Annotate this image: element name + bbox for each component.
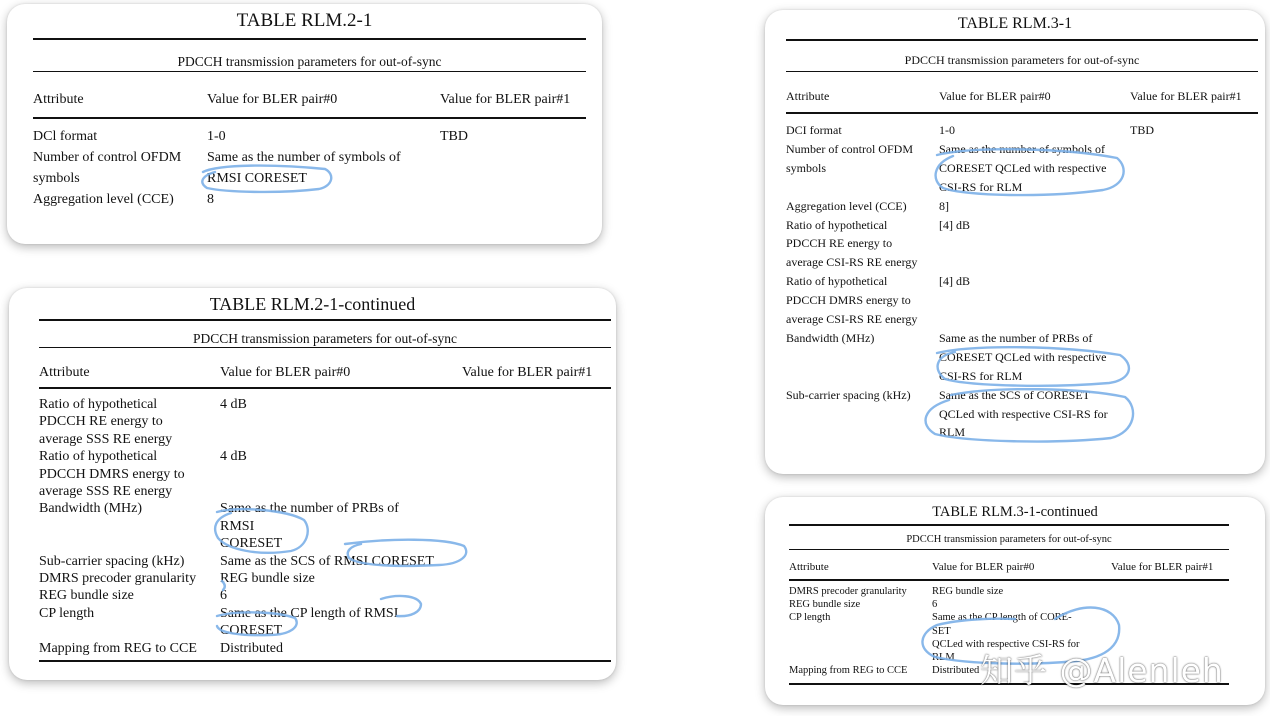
row-value-0: Same as the number of PRBs of <box>939 330 1093 345</box>
row-attribute: average CSI-RS RE energy <box>786 255 918 270</box>
header-rule <box>789 579 1229 581</box>
row-attribute: Number of control OFDM <box>33 150 182 165</box>
table-title: TABLE RLM.2-1 <box>236 10 373 31</box>
row-attribute: PDCCH DMRS energy to <box>39 466 185 482</box>
row-attribute: Bandwidth (MHz) <box>786 330 875 345</box>
header-rule <box>786 112 1258 114</box>
row-value-0: 8 <box>207 192 214 207</box>
watermark: 知乎 @Alenleh <box>980 651 1224 690</box>
table-caption-rule <box>33 71 586 72</box>
table-bottom-rule <box>39 660 611 662</box>
row-value-0: [4] dB <box>939 274 970 289</box>
table-title: TABLE RLM.2-1-continued <box>209 294 416 314</box>
row-value-0: 8] <box>939 198 949 213</box>
table-top-rule <box>33 38 586 40</box>
row-value-0: Same as the CP length of RMSI <box>220 605 399 621</box>
table-caption-rule <box>39 347 611 348</box>
row-value-0: SET <box>932 625 951 637</box>
table-caption: PDCCH transmission parameters for out-of-sync <box>177 54 442 69</box>
row-value-0: RMSI <box>220 518 255 534</box>
row-attribute: Ratio of hypothetical <box>786 217 888 232</box>
row-value-1: TBD <box>1130 123 1154 137</box>
row-attribute: Sub-carrier spacing (kHz) <box>39 553 185 569</box>
row-value-0: REG bundle size <box>220 571 315 586</box>
row-value-1: TBD <box>440 129 468 144</box>
row-attribute: average SSS RE energy <box>39 484 173 499</box>
row-attribute: Ratio of hypothetical <box>39 449 158 465</box>
row-attribute: Sub-carrier spacing (kHz) <box>786 387 911 402</box>
row-value-0: REG bundle size <box>932 586 1004 597</box>
table-caption: PDCCH transmission parameters for out-of-sync <box>193 331 457 346</box>
row-value-0: 1-0 <box>939 123 955 137</box>
header-bler-pair-1: Value for BLER pair#1 <box>1130 89 1242 103</box>
header-rule <box>39 387 611 389</box>
row-attribute: DMRS precoder granularity <box>39 571 197 586</box>
table-caption-rule <box>789 549 1229 550</box>
handwritten-highlight <box>7 4 602 244</box>
row-attribute: PDCCH RE energy to <box>786 236 893 251</box>
table-title: TABLE RLM.3-1 <box>957 15 1073 32</box>
row-attribute: Bandwidth (MHz) <box>39 501 143 517</box>
header-bler-pair-0: Value for BLER pair#0 <box>220 365 351 380</box>
row-value-0: CORESET <box>220 623 283 639</box>
row-attribute: Aggregation level (CCE) <box>786 198 907 213</box>
row-attribute: average CSI-RS RE energy <box>786 312 918 326</box>
row-value-0: 6 <box>220 588 227 604</box>
row-value-0: Same as the SCS of CORESET <box>939 387 1091 402</box>
header-attribute: Attribute <box>786 89 830 103</box>
table-title: TABLE RLM.3-1-continued <box>932 504 1098 520</box>
row-attribute: CP length <box>789 612 831 624</box>
row-value-0: RMSI CORESET <box>207 171 307 186</box>
row-value-0: RLM <box>932 652 955 663</box>
header-bler-pair-1: Value for BLER pair#1 <box>440 92 571 107</box>
row-attribute: Mapping from REG to CCE <box>39 640 197 656</box>
row-value-0: QCLed with respective CSI-RS for <box>939 406 1108 421</box>
row-value-0: QCLed with respective CSI-RS for <box>932 638 1080 650</box>
row-value-0: 4 dB <box>220 449 247 465</box>
header-attribute: Attribute <box>789 561 829 573</box>
table-caption: PDCCH transmission parameters for out-of-sync <box>904 53 1140 67</box>
row-value-0: CORESET <box>220 536 283 552</box>
table-card-rlm-2-1 <box>7 4 602 244</box>
row-attribute: Mapping from REG to CCE <box>789 665 908 677</box>
table-card-rlm-3-1 <box>765 10 1265 474</box>
header-bler-pair-0: Value for BLER pair#0 <box>207 92 338 107</box>
row-attribute: symbols <box>33 171 80 186</box>
row-attribute: DMRS precoder granularity <box>789 586 907 597</box>
table-top-rule <box>786 39 1258 41</box>
table-caption: PDCCH transmission parameters for out-of-sync <box>906 534 1112 545</box>
header-bler-pair-0: Value for BLER pair#0 <box>932 561 1035 573</box>
table-card-rlm-2-1-continued <box>9 288 616 680</box>
header-rule <box>33 117 586 119</box>
row-value-0: Same as the number of symbols of <box>207 150 401 165</box>
table-top-rule <box>789 524 1229 526</box>
header-bler-pair-1: Value for BLER pair#1 <box>1111 561 1214 573</box>
row-attribute: DCI format <box>786 123 842 137</box>
header-attribute: Attribute <box>33 92 84 107</box>
row-attribute: REG bundle size <box>789 599 861 611</box>
table-top-rule <box>39 319 611 321</box>
row-value-0: Distributed <box>932 665 980 677</box>
header-bler-pair-1: Value for BLER pair#1 <box>462 365 593 380</box>
row-attribute: PDCCH DMRS energy to <box>786 293 911 308</box>
row-attribute: average SSS RE energy <box>39 431 173 447</box>
row-value-0: 4 dB <box>220 397 247 412</box>
row-attribute: Number of control OFDM <box>786 141 913 156</box>
row-attribute: Ratio of hypothetical <box>39 397 158 412</box>
row-attribute: DCl format <box>33 129 98 144</box>
row-value-0: CSI-RS for RLM <box>939 179 1023 194</box>
row-value-0: Same as the CP length of CORE- <box>932 612 1072 624</box>
header-attribute: Attribute <box>39 365 90 380</box>
header-bler-pair-0: Value for BLER pair#0 <box>939 89 1051 103</box>
row-attribute: Aggregation level (CCE) <box>33 192 174 207</box>
row-attribute: REG bundle size <box>39 588 134 604</box>
row-attribute: symbols <box>786 160 827 175</box>
row-value-0: RLM <box>939 425 966 440</box>
row-attribute: CP length <box>39 605 95 621</box>
row-value-0: [4] dB <box>939 217 970 232</box>
row-attribute: Ratio of hypothetical <box>786 274 888 289</box>
row-value-0: Same as the SCS of RMSI CORESET <box>220 553 434 569</box>
row-attribute: PDCCH RE energy to <box>39 414 163 430</box>
row-value-0: CSI-RS for RLM <box>939 368 1023 383</box>
row-value-0: CORESET QCLed with respective <box>939 160 1107 175</box>
row-value-0: CORESET QCLed with respective <box>939 349 1107 364</box>
row-value-0: 6 <box>932 599 938 611</box>
row-value-0: Same as the number of PRBs of <box>220 501 399 517</box>
row-value-0: 1-0 <box>207 129 226 144</box>
row-value-0: Distributed <box>220 640 283 656</box>
row-value-0: Same as the number of symbols of <box>939 141 1105 156</box>
table-caption-rule <box>786 71 1258 72</box>
